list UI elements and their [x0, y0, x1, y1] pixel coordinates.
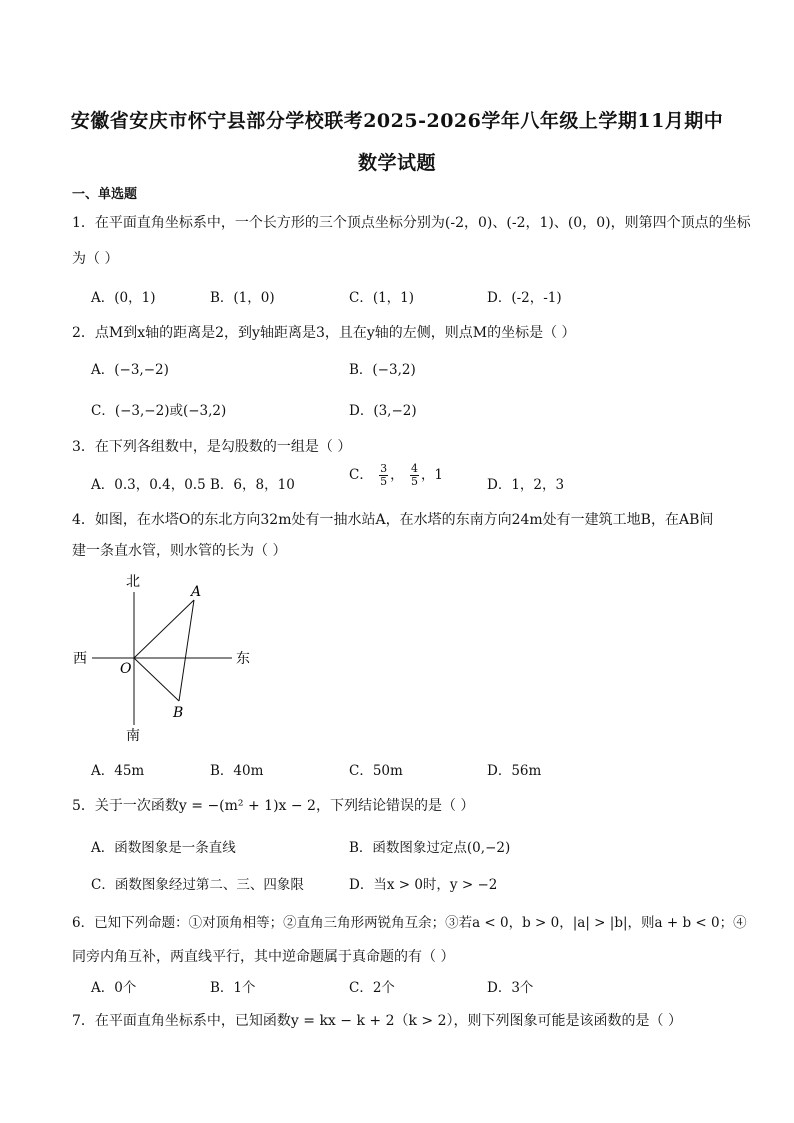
fraction-denominator: 5 — [410, 475, 418, 488]
question-7-stem: 7．在平面直角坐标系中，已知函数y = kx − k + 2（k > 2），则下列图象可能是该函数的是（ ） — [72, 1013, 682, 1029]
question-6-stem: 6．已知下列命题：①对顶角相等；②直角三角形两锐角互余；③若a < 0，b > 0，|a| > |b|，则a + b < 0；④ — [72, 915, 747, 931]
question-4-stem: 4．如图，在水塔O的东北方向32m处有一抽水站A，在水塔的东南方向24m处有一建筑工地B，在AB间 — [72, 512, 714, 528]
question-2-option-a[interactable]: A．(−3,−2) — [91, 362, 169, 378]
south-label: 南 — [126, 728, 140, 744]
west-label: 西 — [73, 651, 87, 667]
question-2-stem: 2．点M到x轴的距离是2，到y轴距离是3，且在y轴的左侧，则点M的坐标是（ ） — [72, 325, 576, 341]
north-label: 北 — [126, 574, 140, 590]
question-6-option-c[interactable]: C．2个 — [349, 980, 395, 996]
question-3-option-c[interactable]: C． $\frac{3}{5}$ ， $\frac{4}{5}$ ，1 — [349, 462, 444, 488]
option-c-label: C． — [349, 467, 373, 483]
fraction-four-fifths — [410, 463, 419, 488]
question-2-option-b[interactable]: B．(−3,2) — [349, 362, 416, 378]
point-o-label: O — [120, 661, 132, 677]
question-1-option-c[interactable]: C．(1，1) — [349, 290, 415, 306]
question-5-option-a[interactable]: A．函数图象是一条直线 — [91, 840, 236, 856]
question-5-stem: 5．关于一次函数y = −(m² + 1)x − 2，下列结论错误的是（ ） — [72, 798, 475, 814]
exam-title-line-1: 安徽省安庆市怀宁县部分学校联考2025-2026学年八年级上学期11月期中 — [70, 110, 724, 132]
segment-oa — [134, 600, 194, 658]
question-3-option-a[interactable]: A．0.3，0.4，0.5 — [91, 477, 206, 493]
question-1-option-d[interactable]: D．(-2，-1) — [487, 290, 562, 306]
question-6-option-d[interactable]: D．3个 — [487, 980, 534, 996]
question-5-option-c[interactable]: C．函数图象经过第二、三、四象限 — [91, 877, 304, 893]
fraction-denominator: 5 — [380, 475, 388, 488]
question-1-stem: 1．在平面直角坐标系中，一个长方形的三个顶点坐标分别为(-2，0)、(-2，1)、(0，0)，则第四个顶点的坐标 — [72, 215, 751, 231]
question-2-option-d[interactable]: D．(3,−2) — [349, 403, 417, 419]
question-3-option-d[interactable]: D．1，2，3 — [487, 477, 565, 493]
point-a-label: A — [191, 584, 202, 600]
segment-ab — [179, 600, 194, 701]
fraction-three-fifths — [379, 463, 388, 488]
question-1-option-a[interactable]: A．(0，1) — [91, 290, 156, 306]
question-1-stem-cont: 为（ ） — [72, 251, 119, 267]
exam-title-line-2: 数学试题 — [357, 152, 436, 174]
question-4-stem-cont: 建一条直水管，则水管的长为（ ） — [72, 543, 287, 559]
question-6-option-b[interactable]: B．1个 — [210, 980, 256, 996]
question-5-option-b[interactable]: B．函数图象过定点(0,−2) — [349, 840, 511, 856]
east-label: 东 — [236, 651, 250, 667]
point-b-label: B — [173, 705, 184, 721]
question-6-stem-cont: 同旁内角互补，两直线平行，其中逆命题属于真命题的有（ ） — [72, 949, 455, 965]
segment-ob — [134, 658, 179, 701]
question-2-option-c[interactable]: C．(−3,−2)或(−3,2) — [91, 403, 227, 419]
question-4-option-c[interactable]: C．50m — [349, 763, 403, 779]
question-3-option-b[interactable]: B．6，8，10 — [210, 477, 295, 493]
question-1-option-b[interactable]: B．(1，0) — [210, 290, 275, 306]
question-4-option-b[interactable]: B．40m — [210, 763, 264, 779]
compass-figure — [70, 570, 270, 745]
option-c-tail: ，1 — [420, 467, 444, 483]
question-4-option-a[interactable]: A．45m — [91, 763, 145, 779]
section-heading: 一、单选题 — [72, 187, 138, 202]
fraction-numerator: 3 — [380, 462, 388, 475]
question-6-option-a[interactable]: A．0个 — [91, 980, 137, 996]
question-5-option-d[interactable]: D．当x > 0时，y > −2 — [349, 877, 498, 893]
question-3-stem: 3．在下列各组数中，是勾股数的一组是（ ） — [72, 439, 352, 455]
question-4-option-d[interactable]: D．56m — [487, 763, 542, 779]
fraction-numerator: 4 — [410, 462, 418, 475]
